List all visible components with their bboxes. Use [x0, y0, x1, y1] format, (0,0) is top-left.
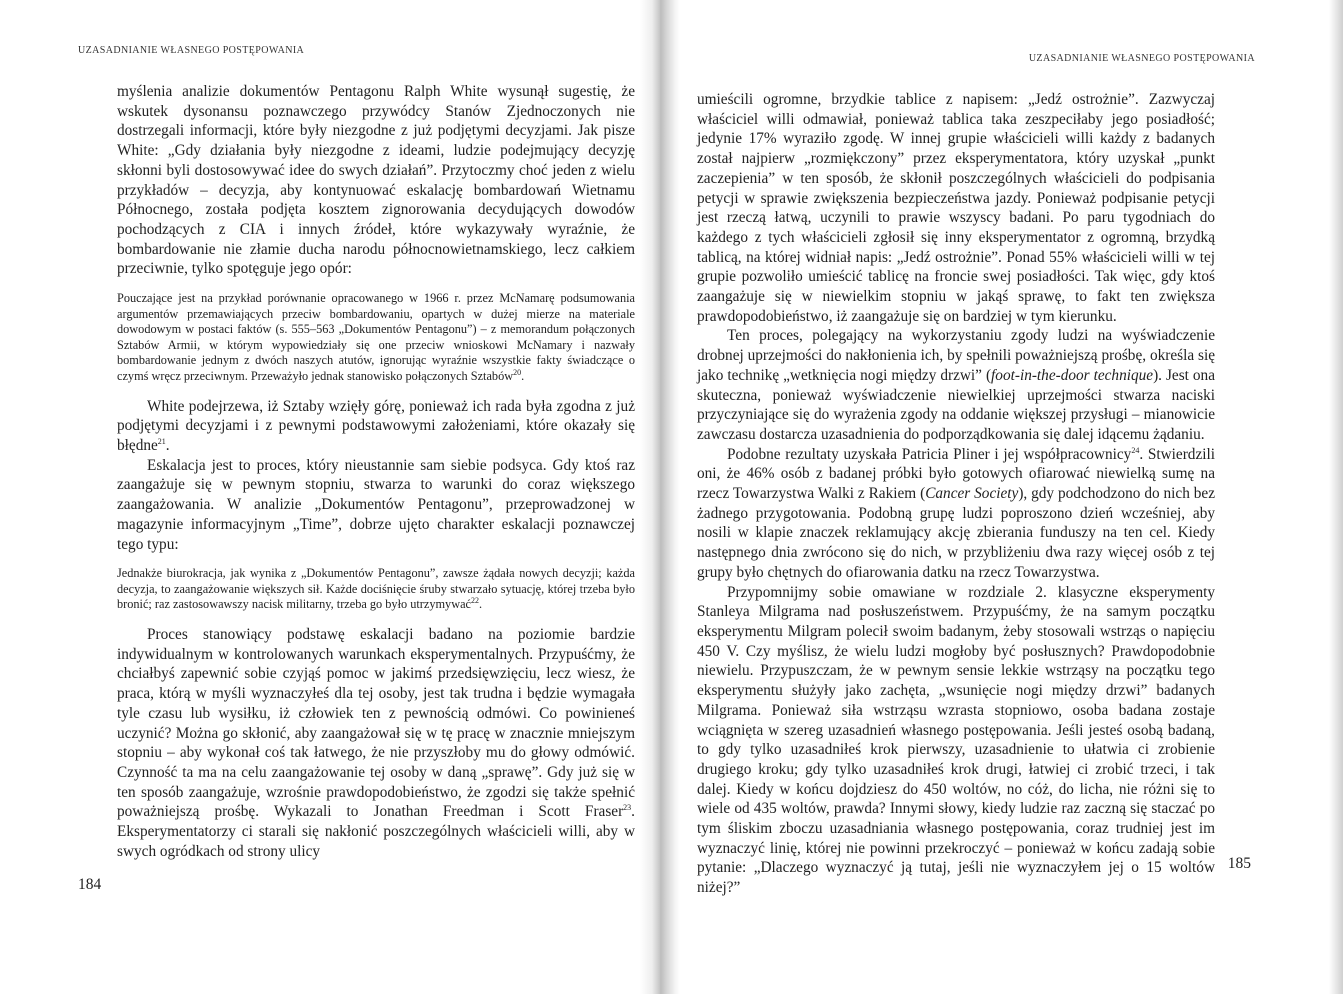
- paragraph: [697, 445, 1215, 583]
- block-quote: [117, 566, 635, 613]
- quote-end: .: [479, 597, 483, 612]
- running-head: UZASADNIANIE WŁASNEGO POSTĘPOWANIA: [78, 45, 305, 56]
- paragraph: [117, 397, 635, 456]
- right-page: [676, 0, 1343, 994]
- footnote-ref: 24: [1131, 445, 1140, 455]
- paragraph-text: Podobne rezultaty uzyskała Patricia Pliner i jej współpracownicy: [727, 445, 1132, 463]
- paragraph: [117, 625, 635, 861]
- paragraph: umieścili ogromne, brzydkie tablice z napisem: „Jedź ostrożnie”. Zazwyczaj właściciel willi odmawiał, ponieważ tablica taka zeszpeciłaby jego posiadłość; jedynie 17% wyraziło zgodę. W innej grupie właścicieli willi każdy z badanych został najpierw „rozmiękczony” przez eksperymentatora, który uzyskał „punkt zaczepienia” w ten sposób, że skłonił poszczególnych właścicieli do podpisania petycji w sprawie zwiększenia bezpieczeństwa jazdy. Ponieważ podpisanie petycji jest rzeczą łatwą, uczynili to prawie wszyscy badani. Po paru tygodniach do każdego z tych właścicieli zgłosił się inny eksperymentator z ogromną, brzydką tablicą, na której widniał napis: „Jedź ostrożnie”. Ponad 55% właścicieli willi w tej grupie pozwoliło umieścić tablicę na froncie swej posiadłości. Tak więc, gdy ktoś zaangażuje się w niewielkim stopniu w jakąś sprawę, to fakt ten zwiększa prawdopodobieństwo, iż zaangażuje się on bardziej w tym kierunku.: [697, 91, 1215, 325]
- italic-term: Cancer Society: [925, 485, 1019, 503]
- page-number: 185: [1227, 855, 1251, 872]
- left-page: [0, 0, 648, 994]
- page-edge-shadow: [1329, 0, 1343, 994]
- footnote-ref: 21: [157, 436, 166, 446]
- body-text: [697, 90, 1215, 898]
- paragraph-text: White podejrzewa, iż Sztaby wzięły górę, ponieważ ich rada była zgodna z już podjętymi decyzjami i z pewnymi podstawowymi założeniami, które okazały się błędne: [117, 397, 635, 454]
- paragraph-text: Ten proces, polegający na wykorzystaniu zgody ludzi na wyświadczenie drobnej uprzejmości do nakłonienia ich, by spełnili poważniejszą prośbę, określa się jako technikę „wetknięcia nogi między drzwi” (: [697, 327, 1215, 384]
- quote-text: Pouczające jest na przykład porównanie opracowanego w 1966 r. przez McNamarę podsumowania argumentów przemawiających przeciw bombardowaniu, opartych w dużej mierze na materiale dowodowym w postaci faktów (s. 555–563 „Dokumentów Pentagonu”) – z memorandum połączonych Sztabów Armii, w którym wypowiedziały się one przeciw wnioskowi McNamary i nazwały bombardowanie jednym z dwóch naszych atutów, ignorując wyraźnie wszystkie fakty świadczące o czymś wręcz przeciwnym. Przeważyło jednak stanowisko połączonych Sztabów: [117, 291, 635, 383]
- quote-text: Jednakże biurokracja, jak wynika z „Dokumentów Pentagonu”, zawsze żądała nowych decyzji; każda decyzja, to zaangażowanie większych sił. Każde dociśnięcie śruby stwarzało sytuację, której trzeba było bronić; raz zastosowawszy nacisk militarny, trzeba go było utrzymywać: [117, 566, 635, 612]
- paragraph-end: .: [165, 437, 170, 454]
- paragraph-text: ), gdy podchodzono do nich bez żadnego przygotowania. Podobną grupę ludzi poproszono dzień wcześniej, aby nosili w klapie znaczek reklamujący akcję zbierania funduszy na ten cel. Kiedy następnego dnia zwrócono się do nich, w przybliżeniu dwa razy więcej osób z tej grupy było chętnych do ofiarowania datku na rzecz Towarzystwa.: [697, 485, 1215, 581]
- paragraph-end: . Eksperymentatorzy ci starali się nakłonić poszczególnych właścicieli willi, aby w swych ogródkach od strony ulicy: [117, 803, 635, 860]
- footnote-ref: 23: [623, 803, 632, 813]
- italic-term: foot-in-the-door technique: [991, 366, 1154, 384]
- paragraph: myślenia analizie dokumentów Pentagonu Ralph White wysunął sugestię, że wskutek dysonansu poznawczego przywódcy Stanów Zjednoczonych nie dostrzegali informacji, które były niezgodne z już podjętymi decyzjami. Jak pisze White: „Gdy działania były niezgodne z ideami, ludzie podejmujący decyzję skłonni byli dostosowywać idee do swych działań”. Przytoczmy choć jeden z wielu przykładów – decyzja, aby kontynuować eskalację bombardowań Wietnamu Północnego, została podjęta kosztem zignorowania decydujących dowodów pochodzących z CIA i innych źródeł, które wykazywały wyraźnie, że bombardowanie nie złamie ducha narodu północnowietnamskiego, lecz całkiem przeciwnie, tylko spotęguje jego opór:: [117, 83, 635, 278]
- quote-end: .: [521, 369, 525, 383]
- footnote-ref: 22: [471, 596, 479, 606]
- paragraph-text: . Stwierdzili oni, że 46% osób z badanej próbki było gotowych ofiarować niewielką sumę na rzecz Towarzystwa Walki z Rakiem (: [697, 445, 1215, 503]
- body-text: [117, 82, 635, 861]
- paragraph: Przypomnijmy sobie omawiane w rozdziale 2. klasyczne eksperymenty Stanleya Milgrama nad posłuszeństwem. Przypuśćmy, że na samym początku eksperymentu Milgram polecił swoim badanym, żeby stosowali wstrząs o napięciu 450 V. Czy myślisz, że wielu ludzi mogłoby być posłusznych? Prawdopodobnie niewielu. Przypuszczam, że w pewnym sensie lekkie wstrząsy na początku tego eksperymentu służyły jako zachęta, „wsunięcie nogi między drzwi” badanych Milgrama. Ponieważ siła wstrząsu wzrasta stopniowo, osoba badana zostaje wciągnięta w szereg uzasadnień własnego postępowania. Jeśli jesteś osobą badaną, to gdy tylko uzasadniłeś krok pierwszy, uzasadnienie to ułatwia ci zrobienie drugiego kroku; gdy tylko uzasadniłeś krok drugi, łatwiej ci zrobić trzeci, i tak dalej. Kiedy w końcu dojdziesz do 450 woltów, no cóż, do licha, nie różni się to wiele od 435 woltów, prawda? Innymi słowy, kiedy ludzie raz zaczną się staczać po tym śliskim zboczu uzasadniania własnego postępowania, coraz trudniej jest im wyznaczyć linię, której nie powinni przekroczyć – ponieważ w końcu zadają sobie pytanie: „Dlaczego wyznaczyć ją tutaj, jeśli nie wyznaczyłem jej o 15 woltów niżej?”: [697, 583, 1215, 897]
- book-gutter: [640, 0, 680, 994]
- paragraph: Eskalacja jest to proces, który nieustannie sam siebie podsyca. Gdy ktoś raz zaangażuje się w pewnym stopniu, stwarza to warunki do coraz większego zaangażowania. W analizie „Dokumentów Pentagonu”, przeprowadzonej w magazynie informacyjnym „Time”, dobrze ujęto charakter eskalacji poznawczej tego typu:: [117, 456, 635, 553]
- paragraph-text: ). Jest ona skuteczna, ponieważ wyświadczenie niewielkiej uprzejmości stwarza naciski przyczyniające się do wyrażenia zgody na oddanie większej przysługi – mianowicie zawczasu dostarcza uzasadnienia do podporządkowania się dalej idącemu żądaniu.: [697, 366, 1215, 443]
- paragraph-text: Proces stanowiący podstawę eskalacji badano na poziomie bardzie indywidualnym w kontrolowanych warunkach eksperymentalnych. Przypuśćmy, że chciałbyś zapewnić sobie czyjąś pomoc w jakimś przedsięwzięciu, lecz wiesz, że praca, którą w myśli wyznaczyłeś dla tej osoby, jest tak trudna i będzie wymagała tyle czasu lub wysiłku, iż człowiek ten z pewnością odmówi. Co powinieneś uczynić? Można go skłonić, aby zaangażował się w tę pracę w znacznie mniejszym stopniu – aby wykonał coś tak łatwego, że nie przyszłoby mu do głowy odmówić. Czynność ta ma na celu zaangażowanie tej osoby w daną „sprawę”. Gdy już się w ten sposób zaangażuje, wzrośnie prawdopodobieństwo, że zgodzi się także spełnić poważniejszą prośbę. Wykazali to Jonathan Freedman i Scott Fraser: [117, 626, 635, 821]
- running-head: UZASADNIANIE WŁASNEGO POSTĘPOWANIA: [1028, 53, 1255, 64]
- block-quote: [117, 291, 635, 385]
- page-number: 184: [78, 876, 102, 893]
- paragraph: [697, 326, 1215, 444]
- footnote-ref: 20: [513, 367, 522, 377]
